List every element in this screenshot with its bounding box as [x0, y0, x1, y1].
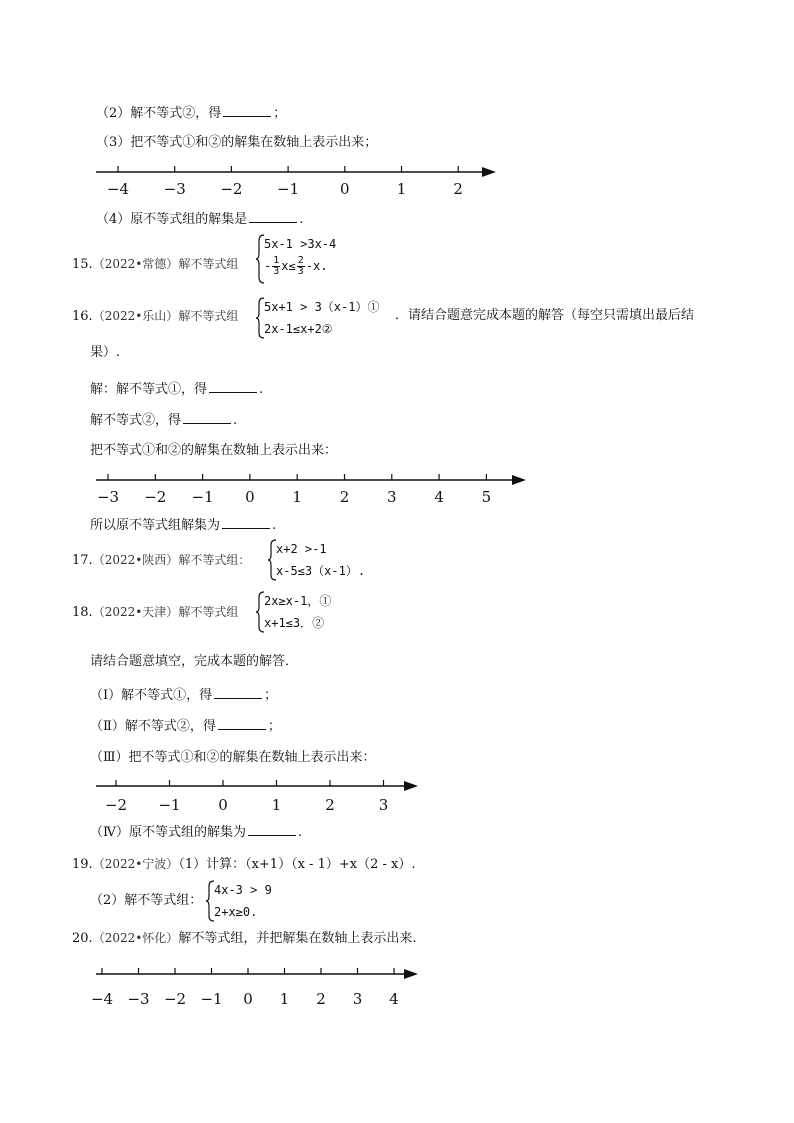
q16-system [256, 296, 396, 342]
q20-tick-label: −4 [90, 990, 114, 1008]
q18-source: （2022•天津） [92, 605, 179, 619]
q16-sol2: 解不等式②，得 . [90, 413, 238, 428]
q20-tick-label: 3 [352, 990, 363, 1008]
q18-s3: （Ⅲ）把不等式①和②的解集在数轴上表示出来： [90, 750, 376, 765]
q18-s1: （Ⅰ）解不等式①，得 ； [90, 688, 278, 703]
q14-tick-label: 2 [453, 180, 463, 198]
q18-number: 18. [72, 605, 93, 620]
q14-number-line [90, 160, 510, 200]
q15-frac1: $\frac{1}{3}$ [273, 255, 280, 277]
q14-step2 [96, 104, 286, 122]
q14-tick-label: 0 [340, 180, 350, 198]
q17-row2: x-5≤3（x-1）. [276, 564, 366, 578]
q16-tick-label: −2 [144, 488, 167, 506]
q18-row1: 2x≥x-1，① [264, 594, 332, 608]
q19-number: 19. [72, 857, 93, 872]
q20-source: （2022•怀化） [92, 931, 179, 945]
q17-system [268, 538, 398, 584]
q14-tick-label: −2 [220, 180, 243, 198]
q18-row2: x+1≤3．② [264, 616, 325, 630]
q16-sol1: 解：解不等式①，得 . [90, 382, 264, 397]
q20-tick-label: 1 [279, 990, 290, 1008]
q16-sol1-blank[interactable] [209, 380, 257, 393]
q18-system [256, 590, 376, 636]
q14-axis-ticks [107, 166, 463, 198]
q20-stem [72, 930, 416, 947]
q19-system [206, 879, 316, 925]
q18-s4-blank[interactable] [248, 823, 296, 836]
q19-source: （2022•宁波） [92, 857, 179, 871]
q15-text: 解不等式组 [178, 257, 239, 271]
q20-tick-label: 2 [316, 990, 326, 1008]
q16-source: （2022•乐山） [92, 309, 179, 323]
q16-text: 解不等式组 [178, 309, 239, 323]
q14-tick-label: −4 [106, 180, 130, 198]
q15-row2: - $\frac{1}{3}$ x≤ $\frac{2}{3}$ -x. [264, 255, 328, 277]
q17-source: （2022•陕西） [92, 553, 179, 567]
q16-tick-label: 3 [387, 488, 397, 506]
q18-intro: 请结合题意填空，完成本题的解答． [90, 654, 299, 669]
q18-tick-label: −2 [104, 796, 128, 814]
q16-tick-label: 1 [292, 488, 302, 506]
q20-number: 20. [72, 931, 93, 946]
q19-row1: 4x-3 > 9 [214, 883, 272, 897]
q16-row1: 5x+1 > 3（x-1）① [264, 300, 380, 314]
q17-text: 解不等式组： [178, 553, 251, 567]
q14-axis-arrow [482, 167, 496, 177]
q15-stem [72, 256, 238, 273]
q14-step2-text: （2）解不等式②，得 [96, 106, 222, 121]
q14-step4-text: （4）原不等式组的解集是 [96, 212, 248, 227]
q15-row1: 5x-1 >3x-4 [264, 237, 337, 251]
q20-tick-label: −3 [127, 990, 150, 1008]
q17-stem [72, 552, 250, 569]
q16-tick-label: 2 [339, 488, 350, 506]
q16-tick-label: −3 [96, 488, 120, 506]
q16-tick-label: −1 [191, 488, 214, 506]
q14-tick-label: 1 [396, 180, 407, 198]
q20-text: 解不等式组，并把解集在数轴上表示出来. [178, 931, 417, 946]
q16-stem [72, 308, 238, 325]
q16-tick-label: 5 [481, 488, 492, 506]
q18-s4: （Ⅳ）原不等式组的解集为 . [90, 825, 303, 840]
q18-axis-ticks [105, 780, 388, 814]
q16-sol4-blank[interactable] [222, 516, 270, 529]
q15-frac2: $\frac{2}{3}$ [297, 255, 304, 277]
q20-tick-label: 4 [389, 990, 399, 1008]
q16-sol3: 把不等式①和②的解集在数轴上表示出来： [90, 443, 338, 458]
q18-tick-label: 3 [378, 796, 389, 814]
q17-row1: x+2 >-1 [276, 542, 327, 556]
q19-stem [72, 856, 415, 873]
q19-part2: （2）解不等式组： [90, 893, 203, 908]
q16-tail2: 果）. [90, 345, 121, 360]
q18-s1-blank[interactable] [214, 686, 262, 699]
q19-part1: （1）计算：（x+1）（x - 1）+x（2 - x）. [178, 857, 416, 872]
q14-step2-blank[interactable] [223, 104, 271, 117]
q18-stem [72, 604, 238, 621]
q14-step4-end: . [299, 212, 304, 227]
q18-tick-label: 0 [218, 796, 228, 814]
q20-tick-label: −2 [163, 990, 187, 1008]
q20-tick-label: −1 [200, 990, 223, 1008]
q16-row2: 2x-1≤x+2② [264, 322, 333, 336]
q15-number: 15. [72, 257, 93, 272]
q16-number: 16. [72, 309, 93, 324]
q16-number-line [90, 468, 535, 508]
q14-step2-end: ； [273, 106, 287, 121]
q18-tick-label: 1 [271, 796, 282, 814]
q14-step4 [96, 210, 303, 228]
q18-s2-blank[interactable] [218, 717, 266, 730]
q20-number-line [90, 962, 430, 1010]
q18-tick-label: 2 [325, 796, 335, 814]
q16-tail: ．请结合题意完成本题的解答（每空只需填出最后结 [395, 308, 695, 323]
q19-row2: 2+x≥0. [214, 905, 258, 919]
q18-number-line [90, 774, 430, 816]
q16-tick-label: 4 [434, 488, 444, 506]
q15-source: （2022•常德） [92, 257, 179, 271]
q16-sol4: 所以原不等式组解集为 . [90, 518, 277, 533]
q18-tick-label: −1 [158, 796, 181, 814]
q16-axis-ticks [97, 474, 491, 506]
q15-system [256, 233, 376, 285]
q16-tick-label: 0 [245, 488, 255, 506]
q14-step4-blank[interactable] [249, 210, 297, 223]
q17-number: 17. [72, 553, 93, 568]
q14-tick-label: −3 [163, 180, 186, 198]
q14-step3: （3）把不等式①和②的解集在数轴上表示出来； [96, 135, 378, 150]
q16-sol2-blank[interactable] [183, 411, 231, 424]
q18-s2: （Ⅱ）解不等式②，得 ； [90, 719, 281, 734]
q14-tick-label: −1 [277, 180, 300, 198]
q18-text: 解不等式组 [178, 605, 239, 619]
q20-tick-label: 0 [243, 990, 253, 1008]
